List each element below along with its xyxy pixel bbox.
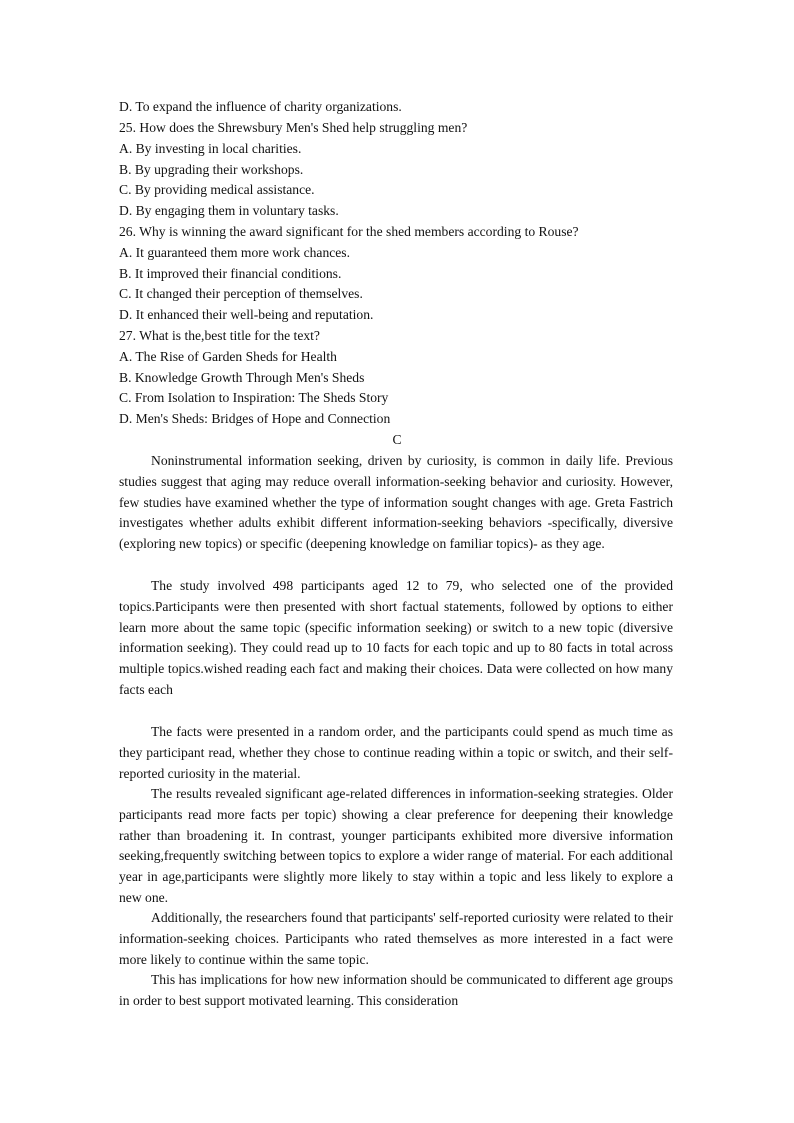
passage-paragraph-4: The results revealed significant age-related differences in information-seeking strategies. Older participants read more facts per topic) showing a clear preference for deepening their knowledge rather than broadening it. In contrast, younger participants exhibited more diversive information seeking,frequently switching between topics to explore a wider range of material. For each additional year in age,participants were slightly more likely to stay within a topic and less likely to explore a new one. [119, 786, 673, 905]
option-26d: D. It enhanced their well-being and reputation. [119, 307, 374, 322]
question-26: 26. Why is winning the award significant for the shed members according to Rouse? [119, 224, 579, 239]
passage-paragraph-3: The facts were presented in a random order, and the participants could spend as much time as they participant read, whether they chose to continue reading within a topic or switch, and their self-reported curiosity in the material. [119, 724, 673, 781]
passage-paragraph-5: Additionally, the researchers found that participants' self-reported curiosity were related to their information-seeking choices. Participants who rated themselves as more interested in a fact were more likely to continue within the same topic. [119, 910, 673, 967]
section-heading: C [392, 432, 402, 447]
option-27c: C. From Isolation to Inspiration: The Sheds Story [119, 390, 389, 405]
option-24d: D. To expand the influence of charity organizations. [119, 99, 402, 114]
passage-paragraph-2: The study involved 498 participants aged 12 to 79, who selected one of the provided topics.Participants were then presented with short factual statements, followed by options to either learn more about the same topic (specific information seeking) or switch to a new topic (diversive information seeking). They could read up to 10 facts for each topic and up to 80 facts in total across multiple topics.wished reading each fact and making their choices. Data were collected on how many facts each [119, 578, 673, 697]
option-27b: B. Knowledge Growth Through Men's Sheds [119, 370, 365, 385]
option-26c: C. It changed their perception of themselves. [119, 286, 363, 301]
option-26a: A. It guaranteed them more work chances. [119, 245, 351, 260]
option-25c: C. By providing medical assistance. [119, 182, 315, 197]
passage-paragraph-6: This has implications for how new information should be communicated to different age groups in order to best support motivated learning. This consideration [119, 972, 673, 1008]
question-25: 25. How does the Shrewsbury Men's Shed help struggling men? [119, 120, 468, 135]
option-25a: A. By investing in local charities. [119, 141, 302, 156]
passage-paragraph-1: Noninstrumental information seeking, driven by curiosity, is common in daily life. Previous studies suggest that aging may reduce overall information-seeking behavior and curiosity. However, few studies have examined whether the type of information sought changes with age. Greta Fastrich investigates whether adults exhibit different information-seeking behaviors -specifically, diversive (exploring new topics) or specific (deepening knowledge on familiar topics)- as they age. [119, 453, 673, 552]
option-27a: A. The Rise of Garden Sheds for Health [119, 349, 337, 364]
option-25d: D. By engaging them in voluntary tasks. [119, 203, 339, 218]
option-25b: B. By upgrading their workshops. [119, 162, 304, 177]
option-27d: D. Men's Sheds: Bridges of Hope and Connection [119, 411, 391, 426]
option-26b: B. It improved their financial conditions. [119, 266, 342, 281]
question-27: 27. What is the,best title for the text? [119, 328, 320, 343]
